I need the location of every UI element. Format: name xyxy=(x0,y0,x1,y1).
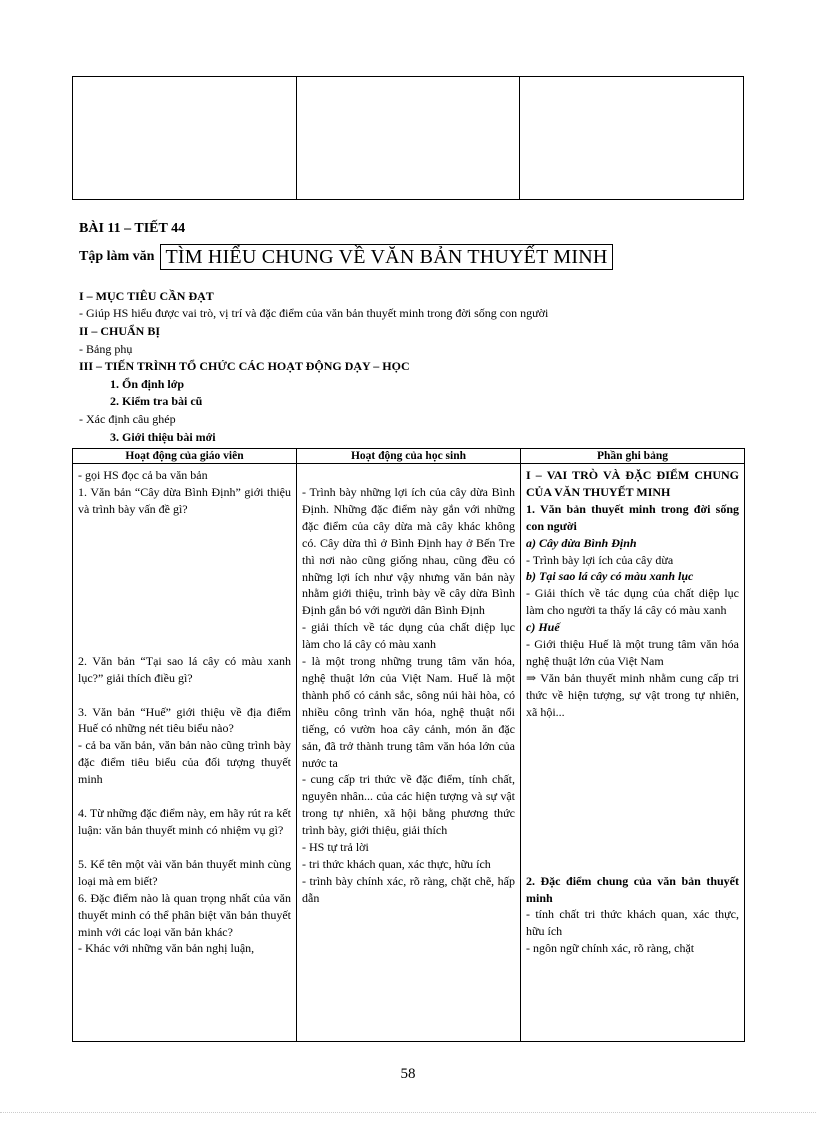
board-subheading-1: 1. Văn bản thuyết minh trong đời sống con người xyxy=(526,501,739,533)
empty-cell xyxy=(73,77,297,200)
teacher-item: 3. Văn bản “Huế” giới thiệu về địa điểm Huế có những nét tiêu biểu nào? xyxy=(78,704,291,736)
board-conclusion: ⇒ Văn bản thuyết minh nhằm cung cấp tri thức về hiện tượng, sự vật trong tự nhiên, xã hội... xyxy=(526,670,739,719)
board-column xyxy=(521,464,745,1042)
section-3-title: III – TIẾN TRÌNH TỔ CHỨC CÁC HOẠT ĐỘNG DẠY – HỌC xyxy=(79,359,410,373)
board-item-a-title: a) Cây dừa Bình Định xyxy=(526,535,637,550)
student-item: - trình bày chính xác, rõ ràng, chặt chẽ, hấp dẫn xyxy=(302,873,515,905)
student-item: - HS tự trả lời xyxy=(302,840,369,855)
subject-label: Tập làm văn xyxy=(79,249,155,264)
section-1-text: - Giúp HS hiểu được vai trò, vị trí và đặc điểm của văn bản thuyết minh trong đời sống con người xyxy=(79,306,549,320)
empty-cell xyxy=(520,77,744,200)
teacher-item: 4. Từ những đặc điểm này, em hãy rút ra kết luận: văn bản thuyết minh có nhiệm vụ gì? xyxy=(78,806,291,837)
teacher-item: - gọi HS đọc cả ba văn bản xyxy=(78,468,208,482)
header-teacher: Hoạt động của giáo viên xyxy=(73,449,297,464)
board-item-c-text: - Giới thiệu Huế là một trung tâm văn hóa nghệ thuật lớn của Việt Nam xyxy=(526,637,739,668)
board-point: - ngôn ngữ chính xác, rõ ràng, chặt xyxy=(526,941,695,956)
empty-cell xyxy=(296,77,520,200)
step-1: 1. Ổn định lớp xyxy=(110,377,185,391)
teacher-column xyxy=(73,464,297,1042)
header-board: Phần ghi bảng xyxy=(521,449,745,464)
board-point: - tính chất tri thức khách quan, xác thực, hữu ích xyxy=(526,907,739,939)
teacher-item: 1. Văn bản “Cây dừa Bình Định” giới thiệu và trình bày vấn đề gì? xyxy=(78,484,291,516)
lesson-title: TÌM HIỂU CHUNG VỀ VĂN BẢN THUYẾT MINH xyxy=(160,244,612,270)
student-item: - Trình bày những lợi ích của cây dừa Bình Định. Những đặc điểm này gắn với những đặc điểm của cây dừa mà cây khác không có. Cây dừa thì ở Bình Định hay ở Bến Tre thì nơi nào cũng giống nhau, cũng đều có những lợi ích như vậy nhưng văn bản này nhằm giới thiệu, trình bày về cây dừa Bình Định gắn bó với người dân Bình Định xyxy=(302,485,515,618)
teacher-item: - cả ba văn bản, văn bản nào cũng trình bày đặc điểm tiêu biểu của đối tượng thuyết minh xyxy=(78,738,291,787)
title-line xyxy=(79,244,613,270)
page-number: 58 xyxy=(400,1066,416,1082)
lesson-heading: BÀI 11 – TIẾT 44 xyxy=(79,221,186,236)
lesson-activity-table xyxy=(72,448,745,1042)
header-student: Hoạt động của học sinh xyxy=(297,449,521,464)
student-item: - cung cấp tri thức về đặc điểm, tính chất, nguyên nhân... của các hiện tượng và sự vật trong tự nhiên, xã hội bằng phương thức trình bày, giới thiệu, giải thích xyxy=(302,772,515,838)
student-item: - là một trong những trung tâm văn hóa, nghệ thuật lớn của Việt Nam. Huế là một thành phố có cảnh sắc, sông núi hài hòa, có nhiều công trình văn hóa, nghệ thuật nổi tiếng, có vườn hoa cây cảnh, món ăn đặc sản, đã trở thành trung tâm văn hóa lớn của nước ta xyxy=(302,654,515,770)
student-column xyxy=(297,464,521,1042)
section-2-text: - Bảng phụ xyxy=(79,342,133,356)
teacher-item: 6. Đặc điểm nào là quan trọng nhất của văn thuyết minh có thể phân biệt văn bản thuyết minh với các loại văn bản khác? xyxy=(78,890,291,939)
student-item: - giải thích về tác dụng của chất diệp lục làm cho lá cây có màu xanh xyxy=(302,620,515,652)
step-3: 3. Giới thiệu bài mới xyxy=(110,430,216,444)
teacher-item: - Khác với những văn bản nghị luận, xyxy=(78,941,255,956)
student-item: - tri thức khách quan, xác thực, hữu ích xyxy=(302,856,491,871)
board-item-b-title: b) Tại sao lá cây có màu xanh lục xyxy=(526,569,694,584)
step-2-text: - Xác định câu ghép xyxy=(79,412,176,426)
board-item-b-text: - Giải thích về tác dụng của chất diệp lục làm cho người ta thấy lá cây có màu xanh xyxy=(526,586,739,618)
page-footer-divider xyxy=(0,1112,816,1113)
board-heading: I – VAI TRÒ VÀ ĐẶC ĐIỂM CHUNG CỦA VĂN THUYẾT MINH xyxy=(526,468,739,499)
empty-top-table xyxy=(72,76,744,200)
step-2: 2. Kiểm tra bài cũ xyxy=(110,394,203,408)
board-item-a-text: - Trình bày lợi ích của cây dừa xyxy=(526,552,674,567)
teacher-item: 5. Kể tên một vài văn bản thuyết minh cùng loại mà em biết? xyxy=(78,856,291,888)
section-1-title: I – MỤC TIÊU CẦN ĐẠT xyxy=(79,289,214,303)
section-2-title: II – CHUẨN BỊ xyxy=(79,324,161,338)
board-item-c-title: c) Huế xyxy=(526,620,560,635)
board-subheading-2: 2. Đặc điểm chung của văn bản thuyết minh xyxy=(526,873,739,905)
teacher-item: 2. Văn bản “Tại sao lá cây có màu xanh lục?” giải thích điều gì? xyxy=(78,653,291,685)
